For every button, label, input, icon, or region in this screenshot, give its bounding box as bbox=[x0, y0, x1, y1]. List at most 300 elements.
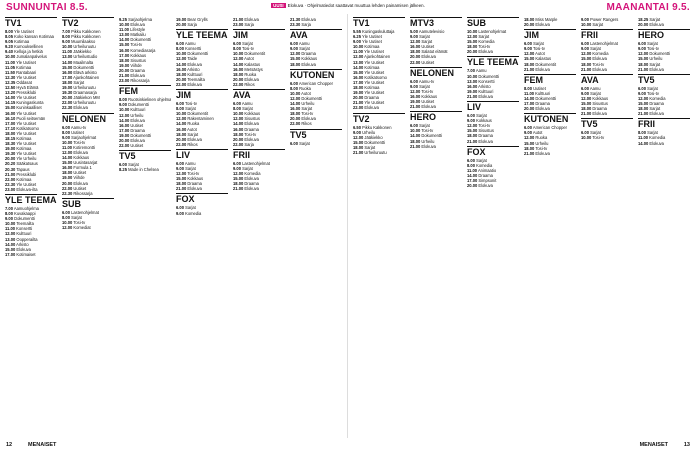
program-entry bbox=[233, 82, 285, 87]
program-title: Yle Uutiset bbox=[364, 90, 385, 96]
program-entry bbox=[119, 78, 171, 83]
program-time: 21.00 bbox=[176, 186, 187, 192]
program-time: 16.00 bbox=[233, 126, 244, 132]
program-time: 6.00 bbox=[233, 160, 241, 166]
channel-section bbox=[290, 17, 342, 27]
program-time: 20.00 bbox=[290, 116, 301, 122]
program-title: Uutiset bbox=[130, 122, 144, 128]
program-title: Rikossarja bbox=[130, 78, 150, 84]
program-time: 19.00 bbox=[176, 17, 187, 22]
program-title: Yle Uutiset bbox=[16, 120, 37, 126]
program-title: Urheilu bbox=[301, 101, 315, 107]
channel-section bbox=[233, 29, 285, 87]
program-title: Rakentaminen bbox=[187, 116, 214, 122]
program-title: Tosi-tv bbox=[244, 131, 257, 137]
program-time: 19.00 bbox=[119, 132, 130, 138]
program-title: Tosi-tv bbox=[301, 111, 314, 117]
program-title: Yle Uutiset bbox=[14, 29, 34, 34]
program-title: Elokuva bbox=[130, 137, 145, 143]
program-title: Tosi-tv bbox=[592, 61, 605, 67]
program-time: 16.00 bbox=[467, 83, 478, 89]
program-time: 12.00 bbox=[524, 51, 535, 57]
program-entry bbox=[524, 22, 576, 27]
program-time: 13.20 bbox=[5, 90, 16, 96]
program-time: 14.15 bbox=[5, 100, 16, 106]
channel-section bbox=[62, 17, 114, 111]
program-time: 9.00 bbox=[638, 90, 646, 96]
program-time: 15.00 bbox=[62, 64, 73, 70]
program-title: Konsertti bbox=[16, 226, 33, 232]
program-time: 6.25 bbox=[353, 34, 361, 40]
program-title: Kotimaa bbox=[16, 176, 32, 182]
program-title: Jääkiekko bbox=[364, 134, 383, 140]
program-time: 8.00 bbox=[290, 85, 298, 91]
program-time: 18.00 bbox=[290, 61, 301, 67]
program-title: Dokumentti bbox=[130, 37, 152, 43]
program-time: 9.00 bbox=[638, 46, 646, 52]
program-time: 14.00 bbox=[62, 155, 73, 161]
program-title: Tosi-tv bbox=[647, 90, 659, 96]
program-time: 6.00 bbox=[290, 80, 298, 86]
channel-section bbox=[119, 17, 171, 83]
program-title: Kulttuuri bbox=[16, 231, 32, 237]
program-title: Kotiremontti bbox=[73, 144, 96, 150]
program-title: Draama bbox=[187, 181, 202, 187]
program-title: Urheilu bbox=[362, 129, 376, 135]
program-title: Sarjat bbox=[419, 83, 430, 89]
listing-column bbox=[290, 17, 342, 437]
program-title: Sarjat bbox=[649, 61, 661, 67]
program-title: Kulttuuri bbox=[130, 107, 146, 113]
program-time: 17.00 bbox=[524, 101, 535, 107]
program-title: Pressiklubi bbox=[16, 171, 37, 177]
program-title: Pikku Kakkonen bbox=[71, 34, 101, 40]
program-time: 12.00 bbox=[581, 95, 592, 101]
program-time: 9.00 bbox=[233, 165, 241, 171]
program-title: Kalastus bbox=[535, 56, 552, 62]
program-title: Yle Uutiset bbox=[364, 49, 384, 55]
program-title: Urheilu bbox=[535, 140, 549, 146]
program-time: 23.00 bbox=[5, 186, 16, 192]
program-time: 18.00 bbox=[233, 181, 244, 187]
program-time: 14.00 bbox=[119, 117, 130, 123]
program-time: 9.20 bbox=[5, 44, 13, 50]
program-time: 9.25 bbox=[119, 17, 127, 22]
channel-section bbox=[467, 101, 519, 144]
program-time: 11.00 bbox=[467, 167, 478, 173]
program-title: Komedia bbox=[592, 51, 609, 57]
channel-section bbox=[290, 29, 342, 66]
program-title: Autot bbox=[244, 56, 254, 62]
program-title: Sääkatsaus bbox=[16, 161, 38, 167]
program-title: Elokuva bbox=[535, 66, 550, 72]
program-title: Elokuva bbox=[16, 246, 31, 252]
program-title: Ruoka bbox=[187, 121, 200, 127]
program-title: Elokuva bbox=[130, 22, 145, 28]
program-time: 21.00 bbox=[353, 149, 364, 155]
program-title: Tosi-tv bbox=[592, 135, 605, 141]
program-title: Tosi-tv bbox=[130, 42, 143, 48]
program-title: Elokuva bbox=[649, 66, 664, 72]
program-time: 12.00 bbox=[176, 116, 187, 122]
program-time: 16.00 bbox=[62, 165, 73, 171]
program-time: 23.00 bbox=[119, 78, 130, 84]
channel-section bbox=[581, 29, 633, 72]
program-time: 16.00 bbox=[119, 47, 130, 53]
program-title: Sarjat bbox=[242, 106, 253, 112]
program-time: 9.00 bbox=[119, 102, 127, 108]
channel-heading: KUTONEN bbox=[290, 69, 342, 80]
program-time: 21.00 bbox=[581, 66, 592, 72]
program-title: Lastenohjelmat bbox=[71, 209, 99, 215]
program-title: Tosi-tv bbox=[73, 220, 86, 225]
program-time: 18.00 bbox=[233, 131, 244, 137]
program-entry bbox=[176, 82, 228, 87]
program-title: Tosi-tv bbox=[242, 46, 254, 52]
program-title: Komedia bbox=[478, 39, 495, 45]
program-time: 16.00 bbox=[290, 106, 301, 112]
program-time: 12.00 bbox=[290, 95, 301, 101]
brand-left: MENAISET bbox=[28, 442, 57, 448]
program-title: Elokuva bbox=[592, 56, 607, 62]
program-time: 14.00 bbox=[353, 64, 364, 70]
channel-section bbox=[581, 17, 633, 27]
program-title: Uutiset bbox=[73, 170, 87, 176]
header-notice bbox=[0, 3, 696, 8]
program-time: 10.00 bbox=[119, 107, 130, 113]
channel-section bbox=[5, 194, 57, 257]
program-time: 14.00 bbox=[176, 61, 187, 67]
program-time: 9.05 bbox=[5, 39, 13, 45]
program-time: 6.00 bbox=[410, 123, 418, 129]
program-time: 13.00 bbox=[5, 236, 16, 242]
program-title: Elokuva bbox=[478, 93, 493, 99]
program-title: Sarjat bbox=[533, 41, 544, 47]
program-time: 20.00 bbox=[410, 54, 421, 60]
program-title: Yle Uutiset bbox=[16, 141, 37, 147]
program-time: 12.00 bbox=[353, 134, 364, 140]
program-title: Kotimaiset bbox=[16, 251, 36, 257]
program-time: 15.00 bbox=[353, 69, 364, 75]
program-time: 18.00 bbox=[119, 57, 130, 63]
program-time: 20.00 bbox=[176, 136, 187, 142]
program-title: Sarjat bbox=[187, 131, 199, 137]
channel-heading: JIM bbox=[176, 89, 228, 100]
channel-section bbox=[62, 198, 114, 230]
program-title: Tosi-tv bbox=[421, 88, 434, 94]
program-time: 8.00 bbox=[467, 162, 475, 168]
program-time: 12.00 bbox=[410, 88, 421, 94]
program-time: 20.00 bbox=[176, 76, 187, 82]
program-title: Sarjat bbox=[478, 34, 490, 40]
program-title: Autot bbox=[187, 126, 197, 132]
program-time: 10.00 bbox=[290, 90, 301, 96]
channel-heading: YLE TEEMA bbox=[176, 30, 228, 41]
program-entry bbox=[467, 49, 519, 54]
program-time: 10.00 bbox=[119, 22, 130, 28]
program-time: 12.00 bbox=[176, 171, 187, 177]
program-title: Tapaus bbox=[16, 166, 30, 172]
program-title: Kokkaus bbox=[73, 155, 90, 161]
program-title: Elokuva bbox=[649, 111, 664, 117]
program-title: Sarjat bbox=[242, 165, 253, 171]
program-time: 20.00 bbox=[638, 22, 649, 28]
program-title: Dokumentit bbox=[187, 111, 209, 117]
program-time: 21.00 bbox=[581, 111, 592, 117]
program-title: Sarjat bbox=[649, 106, 661, 112]
program-title: Power Rangers bbox=[590, 17, 619, 22]
channel-section bbox=[638, 29, 690, 72]
program-title: Tosi-tv bbox=[647, 46, 659, 52]
program-title: Draama bbox=[244, 126, 259, 132]
program-title: Elokuva bbox=[592, 111, 607, 117]
channel-heading: HERO bbox=[638, 29, 690, 40]
program-time: 12.00 bbox=[290, 51, 301, 57]
program-title: Draama bbox=[592, 106, 607, 112]
program-title: Elokuva bbox=[244, 17, 259, 22]
program-time: 6.00 bbox=[233, 101, 241, 107]
program-title: Draama bbox=[478, 172, 493, 178]
program-time: 11.00 bbox=[5, 226, 16, 232]
program-time: 8.00 bbox=[176, 106, 184, 112]
program-time: 22.00 bbox=[176, 81, 187, 87]
program-title: Dokumentti bbox=[421, 133, 443, 139]
program-time: 16.00 bbox=[176, 66, 187, 72]
program-time: 12.00 bbox=[467, 123, 478, 129]
program-title: Elokuva-ilta bbox=[16, 186, 38, 192]
program-entry bbox=[524, 151, 576, 156]
program-title: Aamu bbox=[475, 68, 487, 74]
program-time: 9.00 bbox=[467, 118, 475, 124]
program-title: Draama bbox=[244, 181, 259, 187]
program-time: 11.50 bbox=[5, 69, 16, 75]
program-title: Rantabaari bbox=[16, 69, 37, 75]
program-title: Tosi-tv bbox=[535, 145, 548, 151]
program-time: 20.30 bbox=[5, 166, 16, 172]
program-title: Elokuva bbox=[421, 54, 436, 60]
program-title: Aamu bbox=[589, 85, 601, 91]
program-title: Simpsonit bbox=[478, 177, 497, 183]
program-time: 10.00 bbox=[233, 51, 244, 57]
program-entry bbox=[353, 105, 405, 110]
program-time: 21.00 bbox=[467, 138, 478, 144]
program-time: 8.05 bbox=[5, 34, 13, 40]
program-entry bbox=[467, 183, 519, 188]
program-entry bbox=[176, 22, 228, 27]
program-time: 12.00 bbox=[638, 95, 649, 101]
channel-heading: FRII bbox=[638, 118, 690, 129]
channel-section bbox=[410, 67, 462, 110]
program-time: 20.00 bbox=[233, 76, 244, 82]
program-entry bbox=[581, 135, 633, 140]
program-title: Teemailta bbox=[187, 76, 205, 82]
program-title: Sarjat bbox=[592, 22, 604, 28]
program-title: Puoli seitsemän bbox=[16, 115, 46, 121]
program-title: Yle Uutiset bbox=[16, 110, 37, 116]
program-time: 9.00 bbox=[410, 34, 418, 40]
program-title: Elokuva bbox=[421, 143, 436, 149]
program-time: 9.00 bbox=[5, 216, 13, 222]
program-entry bbox=[176, 142, 228, 147]
program-time: 9.00 bbox=[581, 46, 589, 52]
program-title: Muumilaakso bbox=[71, 39, 96, 45]
program-time: 14.00 bbox=[467, 172, 478, 178]
program-title: Komedia bbox=[649, 95, 666, 101]
program-title: Urheilu bbox=[649, 56, 663, 62]
program-time: 7.00 bbox=[5, 206, 13, 211]
program-title: Kokkaus bbox=[301, 56, 318, 62]
program-time: 22.00 bbox=[410, 59, 421, 65]
channel-section bbox=[119, 150, 171, 172]
program-title: Metsästys bbox=[244, 66, 263, 72]
program-time: 14.00 bbox=[62, 59, 73, 65]
program-time: 6.00 bbox=[524, 41, 532, 47]
program-time: 18.25 bbox=[638, 17, 649, 22]
program-title: Tosi-tv bbox=[533, 46, 545, 52]
program-title: Sisustus bbox=[130, 57, 146, 63]
program-time: 21.30 bbox=[290, 17, 301, 22]
program-title: Elokuva bbox=[244, 186, 259, 192]
channel-heading: YLE TEEMA bbox=[467, 57, 519, 68]
program-title: Kulttuuri bbox=[187, 71, 203, 77]
program-time: 14.00 bbox=[524, 95, 535, 101]
brand-right: MENAISET bbox=[639, 442, 668, 448]
program-title: Uutiset bbox=[421, 59, 435, 65]
program-title: Urheiluruutu bbox=[73, 100, 96, 106]
program-entry bbox=[581, 67, 633, 72]
program-time: 6.00 bbox=[638, 41, 646, 47]
program-time: 15.00 bbox=[581, 56, 592, 62]
program-title: Yle Uutiset bbox=[16, 95, 37, 101]
program-title: Elokuva bbox=[421, 104, 436, 110]
program-title: Elokuva bbox=[301, 116, 316, 122]
program-time: 8.25 bbox=[119, 167, 127, 173]
program-entry bbox=[119, 143, 171, 148]
channel-heading: TV5 bbox=[290, 129, 342, 140]
program-time: 21.00 bbox=[410, 143, 421, 149]
program-title: Formula 1 bbox=[73, 165, 92, 171]
program-time: 21.00 bbox=[233, 17, 244, 22]
program-time: 20.00 bbox=[353, 95, 364, 101]
program-title: Elokuva bbox=[535, 106, 550, 112]
program-time: 6.00 bbox=[233, 41, 241, 47]
program-title: American Chopper bbox=[298, 80, 334, 86]
channel-heading: FOX bbox=[467, 146, 519, 157]
program-time: 19.00 bbox=[62, 175, 73, 181]
channel-section bbox=[353, 113, 405, 156]
program-time: 10.00 bbox=[62, 139, 73, 145]
program-title: Elokuva bbox=[187, 81, 202, 87]
program-time: 20.00 bbox=[176, 22, 187, 28]
program-entry bbox=[233, 142, 285, 147]
program-time: 9.00 bbox=[353, 39, 361, 45]
program-title: Sarjat bbox=[647, 41, 658, 47]
program-title: Kotimaa bbox=[364, 44, 380, 50]
program-time: 22.00 bbox=[119, 143, 130, 149]
program-title: Salatut elämät bbox=[421, 49, 448, 55]
program-title: Elokuva bbox=[478, 183, 493, 189]
program-title: Elokuva bbox=[187, 136, 202, 142]
program-entry bbox=[524, 67, 576, 72]
program-title: Sarjat bbox=[185, 106, 196, 112]
program-time: 20.00 bbox=[119, 137, 130, 143]
program-title: Urheiluruutu bbox=[73, 85, 96, 91]
program-time: 22.00 bbox=[62, 100, 73, 106]
program-title: Konsertti bbox=[185, 46, 202, 52]
channel-section bbox=[233, 89, 285, 147]
program-time: 15.00 bbox=[638, 101, 649, 107]
program-title: Kotikatsomo bbox=[16, 125, 39, 131]
channel-heading: FEM bbox=[119, 85, 171, 96]
program-title: Tosi-tv bbox=[478, 123, 491, 129]
program-title: Yle Uutiset bbox=[16, 130, 37, 136]
program-title: Taide bbox=[187, 56, 198, 62]
program-time: 12.00 bbox=[62, 225, 73, 231]
program-title: Matkailu bbox=[130, 32, 146, 38]
program-title: Viihde bbox=[130, 62, 142, 68]
program-title: Sarjat bbox=[647, 130, 658, 136]
channel-heading: TV2 bbox=[353, 113, 405, 124]
program-time: 9.40 bbox=[5, 49, 13, 55]
program-entry bbox=[290, 121, 342, 126]
program-time: 16.00 bbox=[62, 69, 73, 75]
program-time: 18.30 bbox=[5, 141, 16, 147]
program-time: 21.00 bbox=[638, 111, 649, 117]
program-title: Elokuva bbox=[244, 76, 259, 82]
program-time: 21.00 bbox=[638, 66, 649, 72]
program-time: 6.00 bbox=[290, 140, 298, 146]
channel-heading: TV5 bbox=[638, 74, 690, 85]
program-time: 6.00 bbox=[62, 124, 70, 130]
listing-column bbox=[581, 17, 633, 437]
program-title: Arkisto bbox=[478, 83, 491, 89]
program-time: 19.00 bbox=[467, 88, 478, 94]
program-time: 10.00 bbox=[233, 111, 244, 117]
program-time: 17.10 bbox=[5, 125, 16, 131]
channel-section bbox=[638, 74, 690, 117]
program-time: 22.30 bbox=[62, 190, 73, 196]
program-time: 12.00 bbox=[176, 56, 187, 62]
program-title: Sarjat bbox=[476, 157, 487, 163]
program-time: 14.00 bbox=[638, 140, 649, 146]
program-time: 10.00 bbox=[467, 73, 478, 79]
program-time: 12.00 bbox=[353, 54, 364, 60]
program-time: 18.00 bbox=[353, 144, 364, 150]
program-time: 15.00 bbox=[524, 56, 535, 62]
program-time: 15.00 bbox=[176, 176, 187, 182]
program-time: 22.00 bbox=[290, 121, 301, 127]
program-title: Ajankohtainen bbox=[73, 74, 100, 80]
channel-heading: MTV3 bbox=[410, 17, 462, 28]
program-title: Kotimaa bbox=[16, 146, 32, 152]
program-time: 18.00 bbox=[581, 106, 592, 112]
program-entry bbox=[233, 186, 285, 191]
channel-section bbox=[467, 17, 519, 54]
program-title: Elokuva bbox=[130, 73, 145, 79]
program-time: 16.00 bbox=[119, 122, 130, 128]
program-time: 17.00 bbox=[353, 79, 364, 85]
program-title: Sarjat bbox=[299, 46, 310, 52]
program-time: 19.00 bbox=[5, 146, 16, 152]
program-title: Ruoka bbox=[244, 71, 257, 77]
program-time: 21.00 bbox=[467, 93, 478, 99]
program-title: Kokkaus bbox=[421, 93, 438, 99]
program-title: Kumouksellinen bbox=[14, 44, 44, 50]
program-time: 11.00 bbox=[353, 49, 364, 55]
program-title: Elokuva bbox=[187, 186, 202, 192]
day-title-left: SUNNUNTAI 8.5. bbox=[6, 2, 88, 13]
program-time: 11.00 bbox=[5, 59, 16, 65]
